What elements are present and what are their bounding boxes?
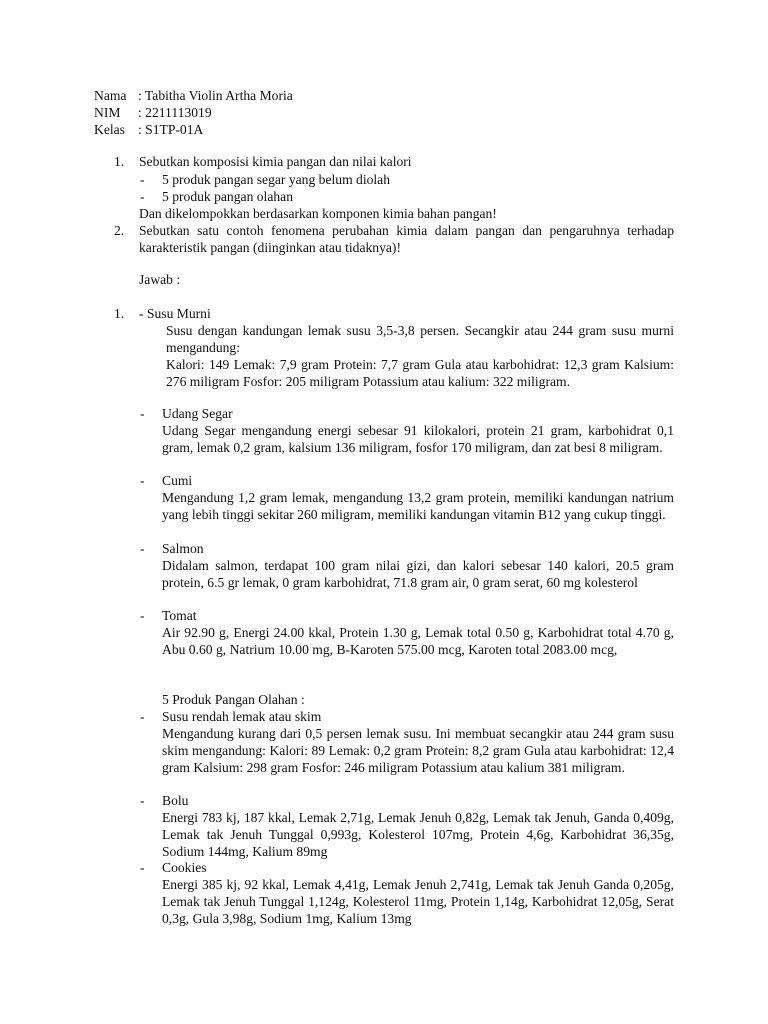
bullet-dash: - — [140, 473, 145, 488]
item-body: Mengandung 1,2 gram lemak, mengandung 13,2 gram protein, memiliki kandungan natrium yang lebih tinggi sekitar 260 miligram, memiliki kandungan vitamin B12 yang cukup tinggi. — [162, 490, 674, 522]
item-title: Salmon — [162, 541, 204, 556]
question-2-number: 2. — [114, 223, 125, 238]
bullet-dash: - — [140, 793, 145, 808]
item-body: Didalam salmon, terdapat 100 gram nilai gizi, dan kalori sebesar 140 kalori, 20.5 gram protein, 6.5 gr lemak, 0 gram karbohidrat, 71.8 gram air, 0 gram serat, 60 mg kolesterol — [162, 558, 674, 590]
section-heading: 5 Produk Pangan Olahan : — [162, 692, 305, 707]
item-title: Bolu — [162, 793, 189, 808]
bullet-dash: - — [140, 541, 145, 556]
item-body: Susu dengan kandungan lemak susu 3,5-3,8 persen. Secangkir atau 244 gram susu murni mengandung: — [166, 323, 674, 355]
item-body: Energi 783 kj, 187 kkal, Lemak 2,71g, Lemak Jenuh 0,82g, Lemak tak Jenuh, Ganda 0,409g, Lemak tak Jenuh Tunggal 0,993g, Kolesterol 107mg, Protein 4,6g, Karbohidrat 36,35g, Sodium 144mg, Kalium 89mg — [162, 810, 674, 859]
question-1-text: Sebutkan komposisi kimia pangan dan nilai kalori — [139, 154, 412, 169]
item-title: Tomat — [162, 608, 197, 623]
bullet-dash: - — [140, 172, 145, 187]
kelas-label: Kelas — [94, 122, 125, 137]
item-body: Energi 385 kj, 92 kkal, Lemak 4,41g, Lemak Jenuh 2,741g, Lemak tak Jenuh Ganda 0,205g, Lemak tak Jenuh Tunggal 1,124g, Kolesterol 11mg, Protein 1,14g, Karbohidrat 12,05g, Serat 0,3g, Gula 3,98g, Sodium 1mg, Kalium 13mg — [162, 877, 674, 926]
bullet-dash: - — [140, 709, 145, 724]
bullet-dash: - — [140, 860, 145, 875]
answer-label: Jawab : — [139, 272, 181, 287]
item-body: Mengandung kurang dari 0,5 persen lemak susu. Ini membuat secangkir atau 244 gram susu skim mengandung: Kalori: 89 Lemak: 0,2 gram Protein: 8,2 gram Gula atau karbohidrat: 12,4 gram Kalsium: 298 gram Fosfor: 246 miligram Potassium atau kalium 381 miligram. — [162, 726, 674, 775]
nim-label: NIM — [94, 105, 121, 120]
item-title: Cookies — [162, 860, 207, 875]
nama-label: Nama — [94, 88, 127, 103]
item-body: Air 92.90 g, Energi 24.00 kkal, Protein 1.30 g, Lemak total 0.50 g, Karbohidrat total 4.70 g, Abu 0.60 g, Natrium 10.00 mg, B-Karoten 575.00 mcg, Karoten total 2083.00 mcg, — [162, 625, 674, 657]
nama-value: : Tabitha Violin Artha Moria — [138, 88, 293, 103]
kelas-value: : S1TP-01A — [138, 122, 204, 137]
item-title: Udang Segar — [162, 406, 233, 421]
item-title: - Susu Murni — [139, 306, 211, 321]
question-1-number: 1. — [114, 154, 125, 169]
question-2-text: Sebutkan satu contoh fenomena perubahan kimia dalam pangan dan pengaruhnya terhadap karakteristik pangan (diinginkan atau tidaknya)! — [139, 223, 674, 255]
bullet-dash: - — [140, 189, 145, 204]
question-1-sub-2: 5 produk pangan olahan — [162, 189, 293, 204]
bullet-dash: - — [140, 406, 145, 421]
item-title: Susu rendah lemak atau skim — [162, 709, 322, 724]
question-1-note: Dan dikelompokkan berdasarkan komponen kimia bahan pangan! — [139, 206, 497, 221]
question-1-sub-1: 5 produk pangan segar yang belum diolah — [162, 172, 391, 187]
item-body-nutrients: Kalori: 149 Lemak: 7,9 gram Protein: 7,7 gram Gula atau karbohidrat: 12,3 gram Kalsium: 276 miligram Fosfor: 205 miligram Potassium atau kalium: 322 miligram. — [166, 357, 674, 389]
item-title: Cumi — [162, 473, 193, 488]
bullet-dash: - — [140, 608, 145, 623]
nim-value: : 2211113019 — [138, 105, 212, 120]
item-body: Udang Segar mengandung energi sebesar 91 kilokalori, protein 21 gram, karbohidrat 0,1 gram, lemak 0,2 gram, kalsium 136 miligram, fosfor 170 miligram, dan zat besi 8 miligram. — [162, 423, 674, 455]
answer-1-number: 1. — [114, 306, 125, 321]
